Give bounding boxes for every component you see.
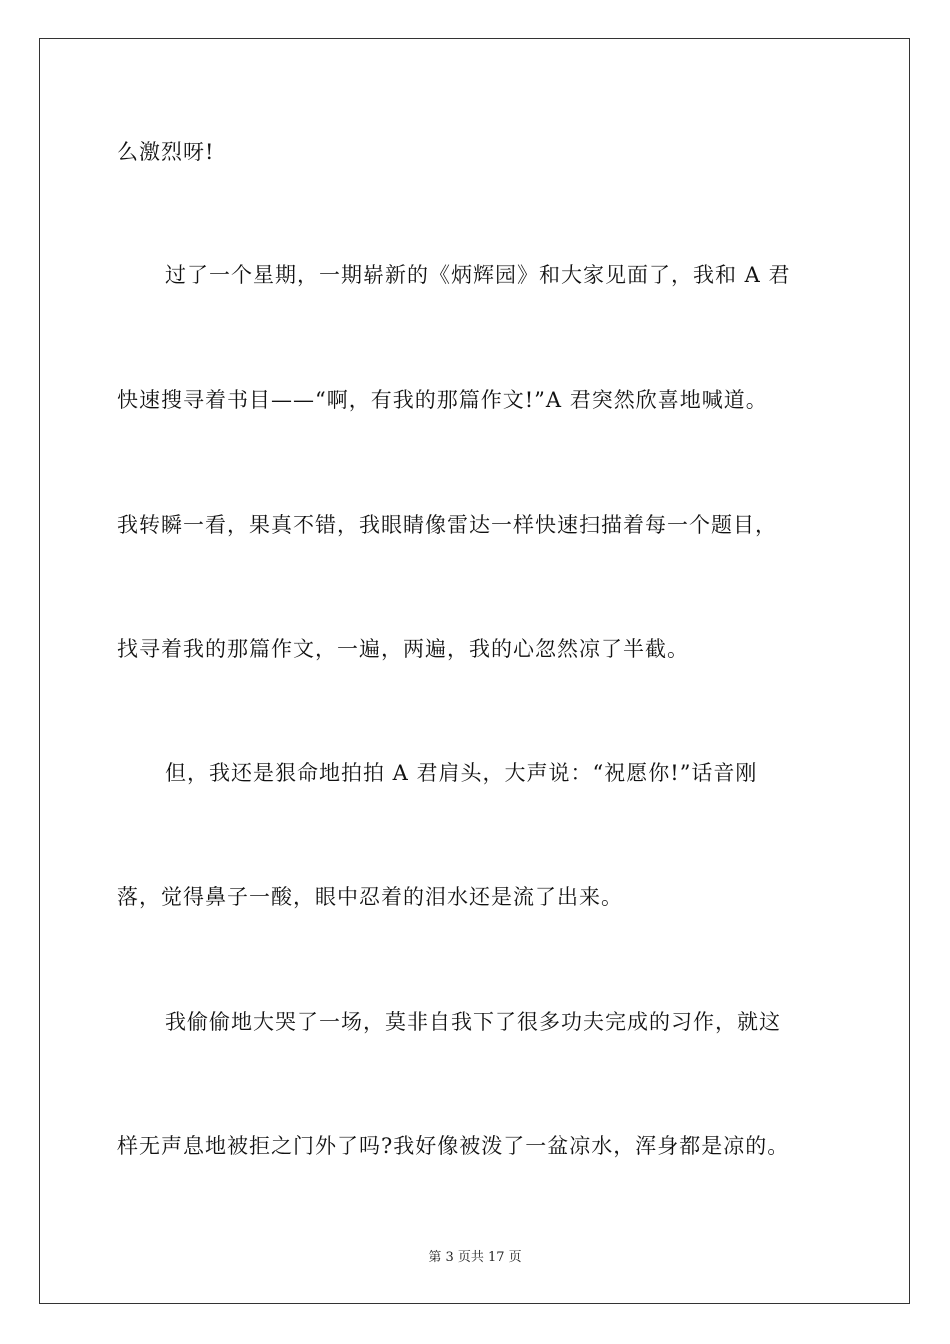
text-line-8: 我偷偷地大哭了一场，莫非自我下了很多功夫完成的习作，就这 [165, 1010, 781, 1034]
text-line-7: 落，觉得鼻子一酸，眼中忍着的泪水还是流了出来。 [117, 885, 623, 909]
text-line-4: 我转瞬一看，果真不错，我眼睛像雷达一样快速扫描着每一个题目， [117, 513, 777, 537]
text-line-5: 找寻着我的那篇作文，一遍，两遍，我的心忽然凉了半截。 [117, 637, 689, 661]
page-border [39, 38, 910, 1304]
page-total: 共 17 页 [470, 1250, 522, 1265]
page-number: 第 3 页 [428, 1250, 471, 1265]
text-line-9: 样无声息地被拒之门外了吗?我好像被泼了一盆凉水，浑身都是凉的。 [117, 1134, 790, 1158]
text-line-6: 但，我还是狠命地拍拍 A 君肩头，大声说：“祝愿你!”话音刚 [165, 761, 758, 785]
text-line-3: 快速搜寻着书目——“啊，有我的那篇作文!”A 君突然欣喜地喊道。 [117, 388, 768, 412]
text-line-2: 过了一个星期，一期崭新的《炳辉园》和大家见面了，我和 A 君 [165, 263, 791, 287]
text-line-1: 么激烈呀! [117, 140, 215, 164]
page-footer [0, 1246, 950, 1265]
